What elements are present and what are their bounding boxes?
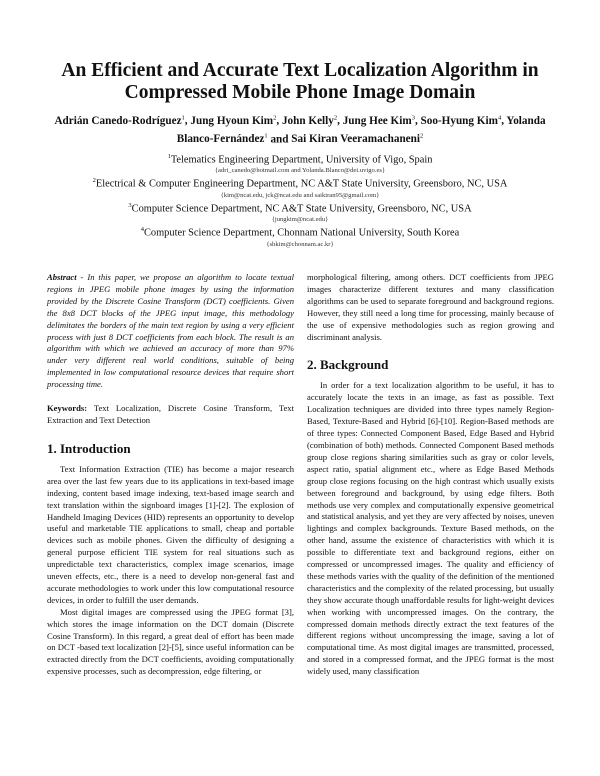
introduction-paragraph: Text Information Extraction (TIE) has become a major research area over the last few years due to its applications in text-based image indexing, content based image indexing, text-based image search and text translation within the signboard images [1]-[2]. The explosion of Handheld Imaging Devices (HID) represents an opportunity to develop useful and marketable TIE applications to small, cheap and portable devices such as mobile phones. Given the difficulty of designing a general purpose efficient TIE system for real situations such as unpredictable text characteristics, complex image scenarios, image uneven effects, etc., there is a need to develop non-general fast and accurate methodologies to work under this low computational resource devices, in order to fulfill the user demands. [47, 463, 294, 605]
background-paragraph: In order for a text localization algorithm to be useful, it has to accurately locate the texts in an image, as fast as possible. Text Localization techniques are divided into three types namely Region-Based, Texture-Based and Hybrid [6]-[10]. Region-Based methods are of three types: Connected Component Based, Edge Based and Hybrid (combination of both) methods. Connected Component Based methods group close regions sharing similarities such as gray or color levels, aspect ratio, spatial alignment etc., where as Edge Based Methods group close regions focusing on the high contrast which usually exists between foreground and background, by using edge filters. Both methods use very complex and computationally expensive geometrical and statistical analysis, and yet they are very affected by noises, uneven lightings and complex backgrounds. Texture Based methods, on the other hand, assume the existence of characteristics with which it is possible to differentiate text and background regions, either on compressed or uncompressed images. The quality and efficiency of these methods varies with the quality of the definition of the mentioned characteristics and the complexity of the related processing, but usually they show accurate though unaffordable results for light-weight devices when working with uncompressed images. On the contrary, the compressed domain methods directly extract the text features of the different regions without uncompressing the image, saving a lot of computational time. As most digital images are transmitted, processed, and stored in a compressed format, and the JPEG format is the most widely used, many classification [307, 380, 554, 677]
paper-title: An Efficient and Accurate Text Localization Algorithm in Compressed Mobile Phone Image Domain [61, 60, 539, 103]
keywords-label: Keywords: [47, 403, 88, 414]
author: Adrián Canedo-Rodríguez$^1$ [54, 114, 185, 127]
keywords-text: Text Localization, Discrete Cosine Transform, Text Extraction and Text Detection [47, 403, 294, 425]
introduction-paragraph-continued: morphological filtering, among others. DCT coefficients from JPEG images characterize different textures and many classification algorithms can be used to separate foreground and background regions. However, they still need a long time for processing, mainly because of the use of expensive methodologies such as region growing and discriminant analysis. [307, 272, 554, 342]
affiliation: $^4$Computer Science Department, Chonnam National University, South Korea [140, 226, 460, 239]
affiliation: $^2$Electrical & Computer Engineering Department, NC A&T State University, Greensboro, NC, USA [92, 177, 508, 190]
author: Jung Hyoun Kim$^2$ [190, 114, 277, 127]
abstract [47, 272, 294, 391]
author-list: Adrián Canedo-Rodríguez$^1$, Jung Hyoun Kim$^2$, John Kelly$^2$, Jung Hee Kim$^3$, Soo-Hyung Kim$^4$, Yolanda Blanco-Fernández$^1$ and Sai Kiran Veeramachaneni$^2$ [54, 114, 546, 146]
affiliation-email: {jungkim@ncat.edu} [271, 216, 329, 224]
abstract-label: Abstract - [47, 272, 84, 282]
keywords [47, 403, 294, 427]
abstract-text: In this paper, we propose an algorithm to locate textual regions in JPEG mobile phone images by using the information provided by the Discrete Cosine Transform (DCT) coefficients. Given the 8x8 DCT blocks of the JPEG input image, this methodology delimitates the borders of the main text region by using a very efficient process with just 8 DCT coefficients from each block. The result is an algorithm with which we achieved an accuracy of more than 97% under very different real world conditions, suitable of being implemented in low computational resource devices that require short processing time. [47, 272, 294, 390]
author: Soo-Hyung Kim$^4$ [420, 114, 502, 127]
section-heading-background: 2. Background [307, 357, 389, 373]
author: Jung Hee Kim$^3$ [342, 114, 415, 127]
affiliation: $^1$Telematics Engineering Department, University of Vigo, Spain [167, 153, 433, 166]
left-column [47, 272, 294, 678]
affiliation-email: {adri_canedo@hotmail.com and Yolanda.Blanco@det.uvigo.es} [214, 167, 386, 175]
author: John Kelly$^2$ [281, 114, 338, 127]
affiliation-list [40, 151, 560, 249]
introduction-paragraph: Most digital images are compressed using the JPEG format [3], which stores the image information on the DCT domain (Discrete Cosine Transform). In this regard, a great deal of effort has been made on DCT -based text localization [2]-[5], since useful information can be extracted directly from the DCT coefficients, avoiding computationally expensive processes, such as decompression, edge filtering, or [47, 606, 294, 677]
author: Sai Kiran Veeramachaneni$^2$ [291, 132, 424, 146]
author: Yolanda Blanco-Fernández$^1$ [176, 114, 546, 146]
right-column [307, 272, 554, 678]
affiliation-email: {kim@ncat.edu, jck@ncat.edu and saikiran95@gmail.com} [220, 191, 380, 199]
section-heading-introduction: 1. Introduction [47, 440, 131, 456]
affiliation: $^3$Computer Science Department, NC A&T State University, Greensboro, NC, USA [128, 201, 472, 215]
affiliation-email: {shkim@chonnam.ac.kr} [266, 240, 334, 248]
